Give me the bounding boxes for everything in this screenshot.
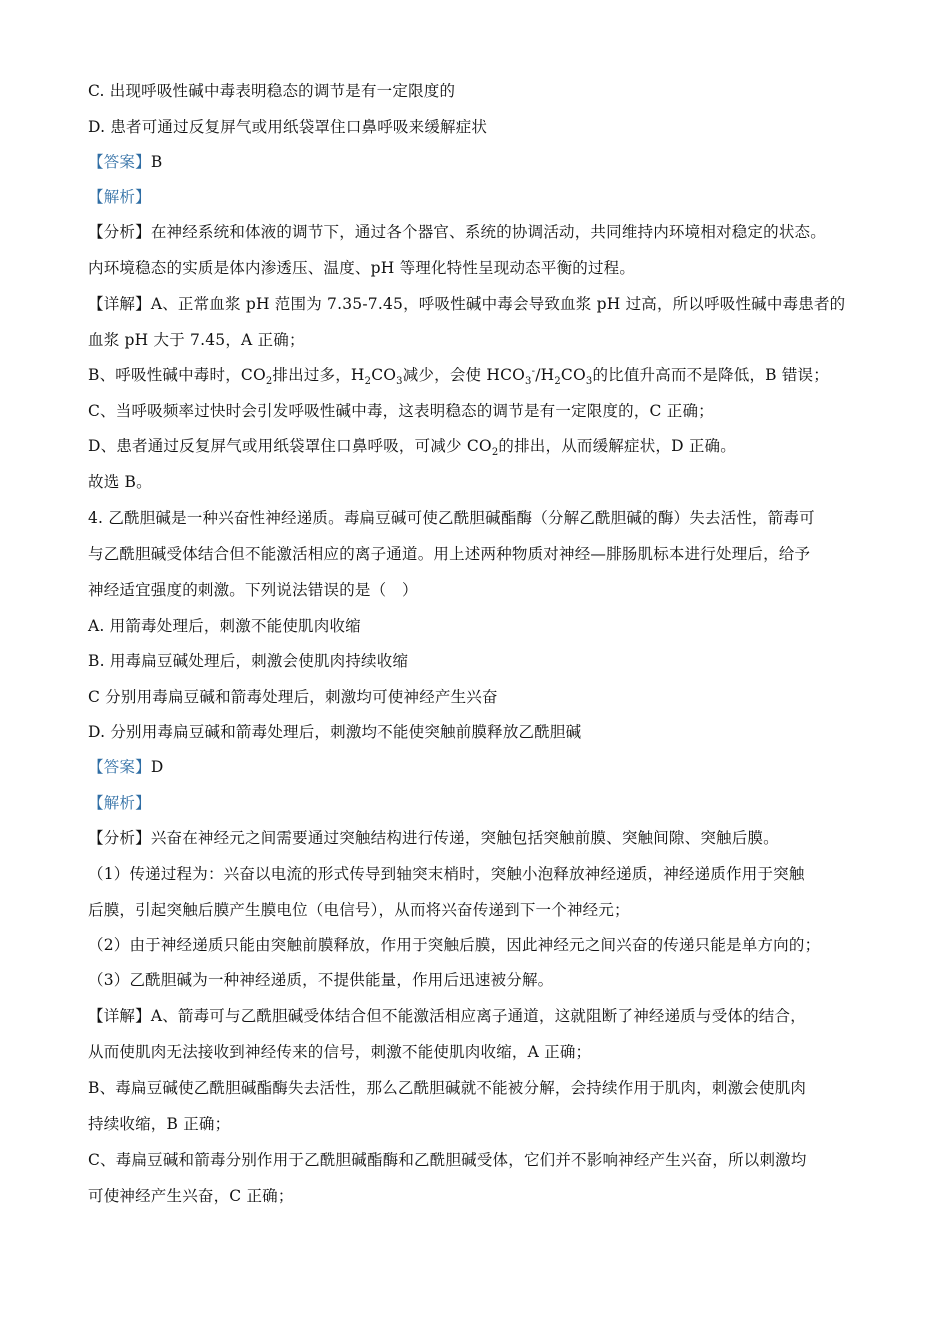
fenxi-tag: 【分析】: [88, 829, 151, 847]
xiangjie-tag: 【详解】: [88, 295, 151, 313]
answer-tag: 【答案】: [88, 153, 151, 171]
text-segment: 排出过多，H: [272, 366, 365, 384]
analysis-tag: 【解析】: [88, 794, 151, 812]
text-segment: /H: [535, 366, 555, 384]
xiangjie-line: [88, 293, 890, 315]
subscript: 2: [265, 376, 273, 388]
question-4-line-3: 神经适宜强度的刺激。下列说法错误的是（ ）: [88, 581, 418, 599]
q4-xiangjie-line: [88, 1005, 890, 1027]
fenxi-text: 兴奋在神经元之间需要通过突触结构进行传递，突触包括突触前膜、突触间隙、突触后膜。: [150, 829, 779, 847]
superscript: -: [531, 365, 536, 377]
q4-option-d: D. 分别用毒扁豆碱和箭毒处理后，刺激均不能使突触前膜释放乙酰胆碱: [88, 723, 582, 741]
q4-explanation-c-line-1: C、毒扁豆碱和箭毒分别作用于乙酰胆碱酯酶和乙酰胆碱受体，它们并不影响神经产生兴奋，所以刺激均: [88, 1151, 807, 1169]
q4-point-3-line: （3）乙酰胆碱为一种神经递质，不提供能量，作用后迅速被分解。: [88, 971, 554, 989]
option-d-line: D. 患者可通过反复屏气或用纸袋罩住口鼻呼吸来缓解症状: [88, 118, 488, 136]
q4-answer-line: [88, 756, 890, 778]
explanation-b-line: [88, 364, 890, 386]
q4-explanation-b-line-2: 持续收缩，B 正确；: [88, 1115, 231, 1133]
subscript: 2: [491, 447, 499, 459]
fenxi-text: 在神经系统和体液的调节下，通过各个器官、系统的协调活动，共同维持内环境相对稳定的状态。: [150, 223, 826, 241]
fenxi-line: [88, 221, 890, 243]
text-segment: B、呼吸性碱中毒时，CO: [88, 366, 266, 384]
answer-value: D: [150, 758, 164, 776]
text-segment: D、患者通过反复屏气或用纸袋罩住口鼻呼吸，可减少 CO: [88, 437, 492, 455]
question-4-line-2: 与乙酰胆碱受体结合但不能激活相应的离子通道。用上述两种物质对神经—腓肠肌标本进行处理后，给予: [88, 545, 811, 563]
xiangjie-tag: 【详解】: [88, 1007, 151, 1025]
text-segment: CO: [371, 366, 397, 384]
q4-analysis-heading: [88, 792, 890, 814]
q4-option-b: B. 用毒扁豆碱处理后，刺激会使肌肉持续收缩: [88, 652, 409, 670]
fenxi-tag: 【分析】: [88, 223, 151, 241]
q4-explanation-b-line-1: B、毒扁豆碱使乙酰胆碱酯酶失去活性，那么乙酰胆碱就不能被分解，会持续作用于肌肉，刺激会使肌肉: [88, 1079, 807, 1097]
text-segment: 的比值升高而不是降低，B 错误；: [592, 366, 829, 384]
explanation-d-line: [88, 435, 890, 457]
answer-tag: 【答案】: [88, 758, 151, 776]
analysis-heading: [88, 186, 890, 208]
xiangjie-text: A、正常血浆 pH 范围为 7.35-7.45，呼吸性碱中毒会导致血浆 pH 过高，所以呼吸性碱中毒患者的: [150, 295, 846, 313]
explanation-c-line: C、当呼吸频率过快时会引发呼吸性碱中毒，这表明稳态的调节是有一定限度的，C 正确；: [88, 402, 714, 420]
q4-point-1-line-1: （1）传递过程为：兴奋以电流的形式传导到轴突末梢时，突触小泡释放神经递质，神经递质作用于突触: [88, 865, 805, 883]
q4-point-2-line: （2）由于神经递质只能由突触前膜释放，作用于突触后膜，因此神经元之间兴奋的传递只能是单方向的；: [88, 936, 821, 954]
subscript: 3: [585, 376, 593, 388]
q4-point-1-line-2: 后膜，引起突触后膜产生膜电位（电信号），从而将兴奋传递到下一个神经元；: [88, 901, 630, 919]
conclusion-line: 故选 B。: [88, 473, 152, 491]
answer-value: B: [150, 153, 163, 171]
xiangjie-line-2: 血浆 pH 大于 7.45，A 正确；: [88, 331, 305, 349]
q4-explanation-c-line-2: 可使神经产生兴奋，C 正确；: [88, 1187, 294, 1205]
analysis-tag: 【解析】: [88, 188, 151, 206]
text-segment: 减少，会使 HCO: [402, 366, 526, 384]
xiangjie-text: A、箭毒可与乙酰胆碱受体结合但不能激活相应离子通道，这就阻断了神经递质与受体的结合，: [150, 1007, 806, 1025]
subscript: 2: [364, 376, 372, 388]
option-c-line: C. 出现呼吸性碱中毒表明稳态的调节是有一定限度的: [88, 82, 456, 100]
subscript: 3: [525, 376, 532, 388]
q4-option-c: C 分别用毒扁豆碱和箭毒处理后，刺激均可使神经产生兴奋: [88, 688, 498, 706]
answer-line: [88, 151, 890, 173]
question-4-line-1: 4. 乙酰胆碱是一种兴奋性神经递质。毒扁豆碱可使乙酰胆碱酯酶（分解乙酰胆碱的酶）失去活性，箭毒可: [88, 509, 815, 527]
q4-xiangjie-line-2: 从而使肌肉无法接收到神经传来的信号，刺激不能使肌肉收缩，A 正确；: [88, 1043, 592, 1061]
subscript: 2: [554, 376, 561, 388]
q4-fenxi-line: [88, 827, 890, 849]
text-segment: CO: [560, 366, 586, 384]
text-segment: 的排出，从而缓解症状，D 正确。: [498, 437, 736, 455]
fenxi-line-2: 内环境稳态的实质是体内渗透压、温度、pH 等理化特性呈现动态平衡的过程。: [88, 259, 636, 277]
subscript: 3: [396, 376, 403, 388]
q4-option-a: A. 用箭毒处理后，刺激不能使肌肉收缩: [88, 617, 361, 635]
